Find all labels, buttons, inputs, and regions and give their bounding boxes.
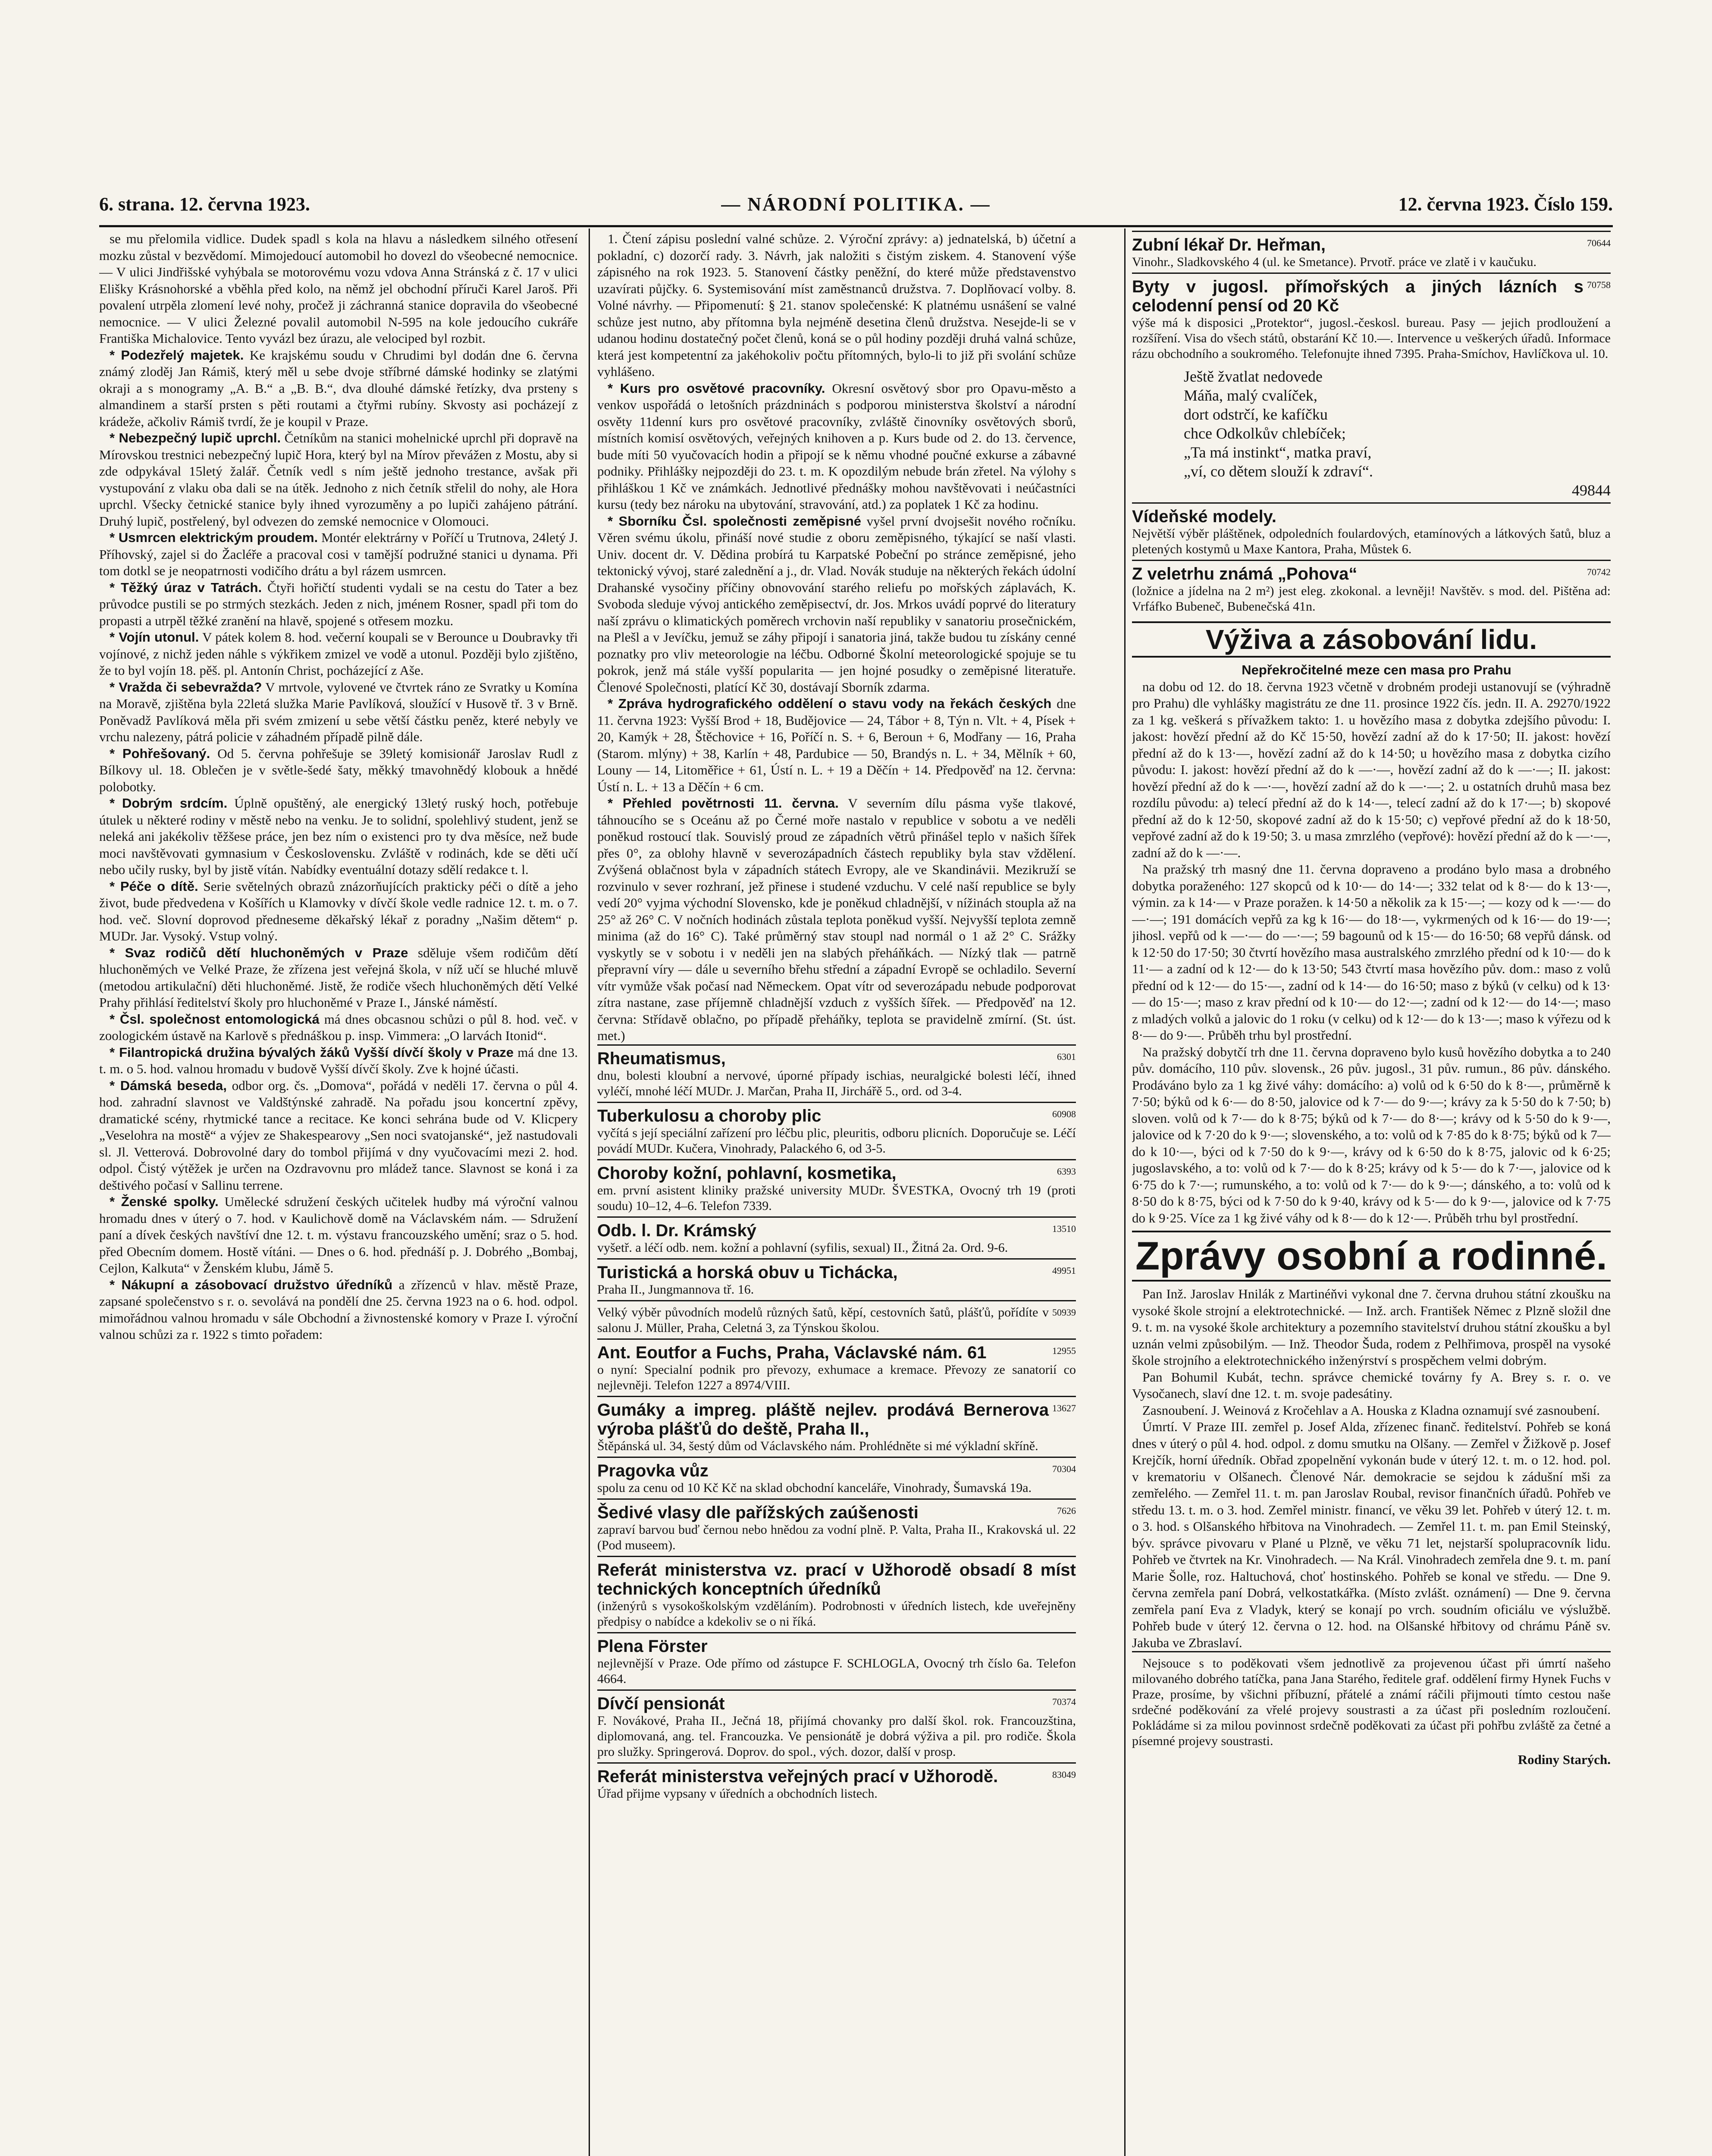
- advert-title: Choroby kožní, pohlavní, kosmetika,: [597, 1163, 897, 1183]
- advert-text: (ložnice a jídelna na 2 m²) jest eleg. zkokonal. a levněji! Navštěv. s mod. del. Pištěna ad: Vrfáfko Bubeneč, Bubenečská 41n.: [1132, 584, 1611, 614]
- col2-article: [597, 795, 1076, 1044]
- col2-article: [597, 696, 1076, 795]
- col1-article: [99, 679, 578, 746]
- masthead: — NÁRODNÍ POLITIKA. —: [721, 194, 991, 215]
- col3-advert: [1132, 231, 1611, 273]
- advert-text: spolu za cenu od 10 Kč Kč na sklad obchodní kanceláře, Vinohrady, Šumavská 19a.: [597, 1480, 1032, 1495]
- advert-text: em. první asistent kliniky pražské university MUDr. ŠVESTKA, Ovocný trh 19 (proti soudu) 10–12, 4–6. Telefon 7339.: [597, 1183, 1076, 1213]
- advert-text: dnu, bolesti kloubní a nervové, úporné případy ischias, neuralgické bolesti léčí, ihned vyléčí, mnohé léčí MUDr. J. Marčan, Praha II, Jirchářě 5., ord. od 3-4.: [597, 1068, 1076, 1098]
- col2-article: [597, 513, 1076, 696]
- advert-title: Zubní lékař Dr. Heřman,: [1132, 235, 1326, 254]
- advert-code: 70304: [1052, 1463, 1076, 1474]
- advert-title: Rheumatismus,: [597, 1049, 726, 1068]
- personal-news-paragraph: Úmrtí. V Praze III. zemřel p. Josef Alda, zřízenec finanč. ředitelství. Pohřeb se koná dnes v úterý o půl 4. hod. odpol. z domu smutku na Olšany. — Zemřel v Žižkově p. Josef Krejčík, horní úředník. Obřad zpopelnění vykonán bude v úterý 12. t. m. o 12. hod. pol. v krematoriu v Olšanech. Členové Nár. demokracie se sejdou k zádušní mši za zemřelého. — Zemřel 11. t. m. pan Jaroslav Roubal, revisor finančních úřadů. Pohřeb ve středu 13. t. m. o 3. hod. Zemřel ministr. financí, ve věku 39 let. Pohřeb v úterý 12. t. m. o 3. hod. s Olšanského hřbitova na Vinohradech. — Zemřel 11. t. m. pan Emil Steinský, býv. správce pivovaru v Plané u Plzně, ve věku 71 let, nejstarší spolupracovník lidu. Pohřeb ve čtvrtek na Kr. Vinohradech. — Na Král. Vinohradech zemřela dne 9. t. m. paní Marie Šolle, roz. Haltuchová, choť hostinského. Pohřeb se konal ve středu. — Dne 9. června zemřela paní Dobrá, velkostatkářka. (Místo zvlášt. oznámení) — Dne 9. června zemřela paní Eva z Vladyk, který se konají po vrch. soudním oficiálu ve výslužbě. Pohřeb bude v úterý 12. června o 12. hod. na Olšanské hřbitovy od chrámu Páně sv. Jakuba ve Zbraslaví.: [1132, 1419, 1611, 1650]
- col2-article-text: 1. Čtení zápisu poslední valné schůze. 2. Výroční zprávy: a) jednatelská, b) účetní a pokladní, c) dozorčí rady. 3. Návrh, jak naložiti s čistým ziskem. 4. Stanovení výše zápisného na rok 1923. 5. Stanovení částky peněžní, do které může představenstvo uzavírati půjčky. 6. Systemisování míst zaměstnanců družstva. 7. Doplňovací volby. 8. Volné návrhy. — Připomenutí: § 21. stanov společenské: K platnému usnášení se valné schůze jest nutno, aby přítomna byla nejméně desetina členů družstva. Nesejde-li se v udanou hodinu dostatečný počet členů, koná se o půl hodiny později druhá valná schůze, která jest kompetentní za jakéhokoliv počtu přítomných, bylo-li to již při svolání schůze vyhlášeno.: [597, 231, 1076, 379]
- column-rule-2: [1124, 229, 1126, 2156]
- col2-advert: [597, 1556, 1076, 1632]
- header-rule: [99, 225, 1613, 227]
- col3-mid-ads: [1132, 502, 1611, 617]
- column-rule-1: [589, 229, 590, 2156]
- advert-code: 70644: [1587, 238, 1611, 248]
- thanks-signature: Rodiny Starých.: [1518, 1752, 1611, 1767]
- advert-text: Vinohr., Sladkovského 4 (ul. ke Smetance). Prvotř. práce ve zlatě i v kaučuku.: [1132, 255, 1536, 269]
- col1-article: [99, 1044, 578, 1078]
- column-3: [1132, 231, 1611, 2156]
- thanks-notice: Nejsouce s to poděkovati všem jednotlivě za projevenou účast při úmrtí našeho milovaného dobrého tatíčka, pana Jana Starého, ředitele graf. oddělení firmy Hynek Fuchs v Praze, prosíme, by všichni příbuzní, přátelé a známí ráčili přijmouti tímto cestou naše srdečné poděkování za vřelé projevy soustrasti a za účast při posledním rozloučení. Pokládáme si za milou povinnost srdečně poděkovati za účast při pohřbu zvláště za četné a písemné projevy soustrasti.: [1132, 1651, 1611, 1752]
- col1-article-headline: * Těžký úraz v Tatrách.: [110, 580, 262, 595]
- col2-article-text: V severním dílu pásma vyše tlakové, táhnoucího se s Oceánu až po Černé moře nastalo v republice v sobotu a ve neděli poněkud rostoucí tlak. Souvislý proud ze západních větrů přinášel teplo v našich šířek přes 0°, za oblohy hlavně v severozápadních částech republiky byla stav vždělení. Zvýšená oblačnost byla v západních státech Evropy, ale ve Skandinávii. Mezikruží se rozvinulo v sever rozhraní, jež přinese i studené vzduchu. V celé naší republice se byly vedí 20° vyjma východní Slovensko, kde je poněkud chladnější, v nížinách stoupla až na 25° až 26° C. V nočních hodinách zůstala teplota poněkud vyšší. Nejvyšší teplota zemně minima (až do 16° C). Také průměrný stav stoupl nad normál o 1 až 2° C. Srážky vyskytly se v sobotu i v neděli jen na slabých přeháňkách. — Nízký tlak — patrně přepravní víry — dále u severního břehu střední a západní Evropě se ochladilo. Severní vítr vymůže však počasí nad Německem. Opat vítr od severozápadu nebude podporovat zítra nastane, zase příjemně chladnější vzduch z vyšších šířek. — Předpověď na 12. června: Střídavě oblačno, po případě přeháňky, teplota se pravidelně zmírní. (St. úst. met.): [597, 796, 1076, 1043]
- poem-line: „Ta má instinkt“, matka praví,: [1184, 444, 1372, 461]
- col1-article: [99, 945, 578, 1011]
- advert-text: (inženýrů s vysokoškolským vzděláním). Podrobnosti v úředních listech, kde uveřejněny předpisy o nabídce a kdekoliv se o ni říká.: [597, 1598, 1076, 1629]
- col2-article-text: vyšel první dvojsešit nového ročníku. Věren svému úkolu, přináší nové studie z oboru zeměpisného, týkající se naší vlasti. Univ. docent dr. V. Dědina probírá tu Karpatské Pobeční po stránce zeměpisné, jeho tektonický vývoj, staré zalednění a j., dr. Vlad. Novák studuje na některých řekách údolní Drahanské vysočiny příčiny obnovování starého reliefu po mořských záplavách, K. Svoboda sleduje vývoj antického zeměpisectví, dr. Jos. Mrkos uvádí poprvé do literatury naší zprávu o klimatických poměrech vrchovin naší republiky v sanatoriu prosečnickém, na Plešl a v Jevíčku, jemuž se záhy připojí i sanatoria jiná, takže budou tu získány cenné poznatky pro vliv meteorologie na léčbu. Odborné Školní meteorologické spojuje se tu pokrok, jenž má stále vyšší popularita — jen hojné posudky o zeměpisné literatuře. Členové Společnosti, platící Kč 30, dostávají Sborník zdarma.: [597, 513, 1076, 695]
- col1-article-text: Úplně opuštěný, ale energický 13letý ruský hoch, potřebuje útulek u některé rodiny v městě nebo na venku. Je to solidní, spolehlivý student, jenž se neleká ani jakékoliv těžšese práce, jen bez ním o existenci pro ty dva měsíce, než bude moci navštěvovati gymnasium v Československu. Zvláště v rodinách, kde se děti učí nebo učily rusky, byl by jistě vítán. Nabídky eventuální dotazy sdělí redakce t. l.: [99, 796, 578, 877]
- col1-article-headline: * Vojín utonul.: [110, 630, 199, 645]
- poem-line: Máňa, malý cvalíček,: [1184, 387, 1317, 404]
- col1-article-text: má dne 13. t. m. o 5. hod. valnou hromadu v budově Vyšší dívčí školy. Zve k hojné účasti.: [99, 1044, 578, 1076]
- col1-article-text: V mrtvole, vylovené ve čtvrtek ráno ze Svratky u Komína na Moravě, zjištěna byla 22letá služka Marie Pavlíková, sloužící v Husově tř. 3 v Brně. Poněvadž Pavlíková měla při svém zmizení u sebe větší částku peněz, které nebyly ve vrchu nalezeny, pátrá policie v záhadném případě pilně dále.: [99, 679, 578, 744]
- advert-text: Největší výběr pláštěnek, odpoledních foulardových, etamínových a látkových šatů, bluz a pletených kostymů u Maxe Kantora, Praha, Můstek 6.: [1132, 526, 1611, 556]
- col2-article: [597, 380, 1076, 513]
- advert-title: Turistická a horská obuv u Tichácka,: [597, 1263, 898, 1282]
- advert-title: Odb. l. Dr. Krámský: [597, 1221, 757, 1240]
- advert-title: Ant. Eoutfor a Fuchs, Praha, Václavské nám. 61: [597, 1343, 987, 1362]
- advert-text: o nyní: Specialní podnik pro převozy, exhumace a kremace. Převozy ze sanatorií co nejlevněji. Telefon 1227 a 8974/VIII.: [597, 1362, 1076, 1392]
- col1-article: [99, 795, 578, 878]
- col1-article: [99, 1194, 578, 1277]
- col1-article-headline: * Svaz rodičů dětí hluchoněmých v Praze: [110, 945, 408, 960]
- header-left: 6. strana. 12. června 1923.: [99, 194, 310, 215]
- col1-article-text: V pátek kolem 8. hod. večerní koupali se v Berounce u Doubravky tři vojínové, z nichž jeden náhle s výkřikem zmizel ve vodě a utonul. Později bylo zjištěno, že to byl vojín 18. pěš. pl. Antonín Christ, pocházející z Aše.: [99, 630, 578, 678]
- advert-text: nejlevnější v Praze. Ode přímo od zástupce F. SCHLOGLA, Ovocný trh číslo 6a. Telefon 4664.: [597, 1656, 1076, 1686]
- advert-title: Gumáky a impreg. pláště nejlev. prodává Bernerova výroba plášťů do deště, Praha II.,: [597, 1400, 1049, 1438]
- advert-code: 70758: [1587, 279, 1611, 290]
- personal-section-body: [1132, 1286, 1611, 1651]
- col1-article-text: Ke krajskému soudu v Chrudimi byl dodán dne 6. června známý zloděj Jan Rámiš, který měl u sebe dvoje stříbrné dámské hodinky se zlatými okraji a s monogramy „A. B.“ a „B. B.“, dva dlouhé dámské řetízky, dva prsteny s almandinem a starší prsten s pěti routami a čtyřmi rubíny. Skvosty asi pocházejí z krádeže, ačkoliv Rámiš tvrdí, že je koupil v Praze.: [99, 347, 578, 429]
- col2-advert: [597, 1216, 1076, 1258]
- col1-article-headline: * Vražda či sebevražda?: [110, 679, 262, 695]
- col1-article-headline: * Usmrcen elektrickým proudem.: [110, 530, 318, 545]
- food-section-body: [1132, 679, 1611, 1227]
- personal-news-paragraph: Pan Bohumil Kubát, techn. správce chemické továrny fy A. Brey s. r. o. ve Vysočanech, slaví dne 12. t. m. svoje padesátiny.: [1132, 1369, 1611, 1401]
- col3-advert: [1132, 502, 1611, 560]
- advert-code: 49844: [1572, 482, 1611, 499]
- col2-advert: [597, 1498, 1076, 1556]
- section-subtitle-meat-prices: Nepřekročitelné meze cen masa pro Prahu: [1242, 662, 1511, 677]
- col1-article: [99, 231, 578, 347]
- advert-text: Úřad přijme vypsany v úředních a obchodních listech.: [597, 1786, 878, 1801]
- col3-advert: [1132, 560, 1611, 617]
- col1-article: [99, 347, 578, 430]
- poem-line: chce Odkolkův chlebíček;: [1184, 425, 1346, 442]
- col1-article-headline: * Podezřelý majetek.: [110, 347, 244, 363]
- col1-article: [99, 430, 578, 530]
- col1-article-headline: * Dámská beseda,: [110, 1078, 227, 1093]
- col1-article: [99, 878, 578, 945]
- col2-article-text: Okresní osvětový sbor pro Opavu-město a venkov uspořádá o letošních prázdninách s podporou ministerstva školství a národní osvěty 11denní kurs pro osvětové pracovníky, zvláště činovníky osvětových sborů, místních komisí osvětových, veřejných knihoven a p. Kurs bude od 2. do 13. července, bude míti 50 vyučovacích hodin a připojí se k němu vhodné poučné exkurse a zábavné podniky. Přihlášky nejpozději do 23. t. m. K opozdilým nebude brán zřetel. Na výlohy s přihláškou 1 Kč ve známkách. Jednotlivé přednášky mohou navštěvovati i neúčastníci kursu (tedy bez nároku na ubytování, stravování, atd.) za poplatek 1 Kč za hodinu.: [597, 380, 1076, 512]
- section-title-food: Výživa a zásobování lidu.: [1132, 621, 1611, 658]
- food-report-paragraph: Na pražský dobytčí trh dne 11. června dopraveno bylo kusů hovězího dobytka a to 240 pův. domácího, 110 pův. slovensk., 26 pův. jugosl., 31 pův. rumun., 86 pův. dánského. Prodáváno bylo za 1 kg živé váhy: domácího: a) volů od k 6·50 do k 8·—, průměrně k 7·50; býků od k 6·— do 8·50, jalovice od k 7·— do 9·—; krávy za k 5·50 do k 7·50; b) sloven. volů od k 7·— do k 8·75; býků od k 7·— do 8·—; krávy od k 5·50 do k 9·—, jalovice od k 7·20 do k 9·—; slovenského, a to: volů od k 7·85 do k 8·75; býků od k 7— do k 10·—, býci od k 7·50 do k 9·—, krávy od k 6·50 do k 8·75, jalovic od k 6·25; jugoslavského, a to: volů od k 7·— do k 8·25; krávy od k 5·— do k 7·—, jalovice od k 6·75 do k 7·—; rumunského, a to: volů od k 7·— do k 9·—; dánského, a to: volů od k 8·50 do k 8·75, býci od k 7·50 do k 9·40, krávy od k 5·— do k 9·—, jalovice od k 7·75 do k 9·25. Více za 1 kg živé váhy od k 8·— do k 12·—. Průběh trhu byl prostřední.: [1132, 1044, 1611, 1225]
- col2-article-headline: * Kurs pro osvětové pracovníky.: [608, 380, 825, 396]
- advert-code: 49951: [1052, 1265, 1076, 1276]
- page-header: [99, 193, 1613, 223]
- col2-advert: [597, 1338, 1076, 1396]
- col2-advert: [597, 1300, 1076, 1338]
- advert-text: vyšetř. a léčí odb. nem. kožní a pohlavní (syfilis, sexual) II., Žitná 2a. Ord. 9-6.: [597, 1240, 1008, 1255]
- advert-title: Plena Förster: [597, 1636, 708, 1656]
- col1-article-text: sděluje všem rodičům dětí hluchoněmých ve Velké Praze, že zřízena jest veřejná škola, v níž učí se hluché mluvě (metodou artikulační) děti hluchoněmé. Jistě, že rodiče všech hluchoněmých dětí Velké Prahy přihlásí ředitelství školy pro hluchoněmé v Praze I., Jánské náměstí.: [99, 945, 578, 1010]
- col2-advert: [597, 1762, 1076, 1804]
- advert-code: 6393: [1057, 1166, 1076, 1177]
- advert-title: Pragovka vůz: [597, 1461, 709, 1480]
- col2-article-headline: * Přehled povětrnosti 11. června.: [608, 796, 839, 811]
- col1-article-text: Umělecké sdružení českých učitelek hudby má výroční valnou hromadu dnes v úterý o 7. hod. v Kaulichově domě na Václavském nám. — Sdružení paní a dívek českých navštíví dne 12. t. m. výstavu francouzského umění; sraz o 5. hod. před Obecním domem. Hostě vítáni. — Dnes o 6. hod. přednáší p. J. Dobrého „Bombaj, Cejlon, Kalkuta“ v Ženském klubu, Jámě 5.: [99, 1194, 578, 1275]
- advert-code: 70742: [1587, 567, 1611, 577]
- col2-advert: [597, 1102, 1076, 1159]
- col2-advert: [597, 1396, 1076, 1457]
- advert-code: 50939: [1052, 1307, 1076, 1318]
- col1-article-headline: * Čsl. společnost entomologická: [110, 1011, 320, 1027]
- col1-article-headline: * Pohřešovaný.: [110, 746, 210, 761]
- advert-title: Z veletrhu známá „Pohova“: [1132, 564, 1358, 583]
- col3-advert: [1132, 273, 1611, 364]
- column-1: [99, 231, 578, 2156]
- col2-advert: [597, 1159, 1076, 1216]
- advert-title: Referát ministerstva vz. prací v Užhorodě obsadí 8 míst technických konceptních úředníků: [597, 1560, 1076, 1598]
- col2-advert: [597, 1689, 1076, 1762]
- advert-title: Tuberkulosu a choroby plic: [597, 1106, 822, 1125]
- col1-article-text: má dnes obcasnou schůzi o půl 8. hod. več. v zoologickém ústavě na Karlově s přednáškou p. insp. Vimmera: „O larvách Itonid“.: [99, 1011, 578, 1043]
- advert-text: výše má k disposici „Protektor“, jugosl.-českosl. bureau. Pasy — jejich prodloužení a rozšíření. Visa do všech států, obstarání Kč 10.—. Intervence u veškerých úřadů. Informace rázu obchodního a soukromého. Telefonujte ihned 7395. Praha-Smíchov, Havlíčkova ul. 10.: [1132, 316, 1611, 361]
- advert-code: 70374: [1052, 1696, 1076, 1707]
- col1-article-text: Četníkům na stanici mohelnické uprchl při dopravě na Mírovskou trestnici nebezpečný lupič Hora, který byl na Mírov převážen z Mostu, aby si zde odpykával 15letý žalář. Četník vedl s ním ještě jednoho trestance, avšak při vystupování z vlaku oba dali se na útěk. Jednoho z nich četník střelil do nohy, ale Hora uprchl. Všecky četnické stanice byly ihned vyrozuměny a po lupiči zahájeno pátrání. Druhý lupič, postřelený, byl odvezen do zemské nemocnice v Olomouci.: [99, 430, 578, 529]
- advert-text: Štěpánská ul. 34, šestý dům od Václavského nám. Prohlédněte si mé výkladní skříně.: [597, 1438, 1038, 1453]
- col1-article-text: odbor org. čs. „Domova“, pořádá v neděli 17. června o půl 4. hod. zahradní slavnost ve Valdštýnské zahradě. Na pořadu jsou koncertní zpěvy, dramatické scény, rhytmické tance a recitace. Ke konci sehrána bude od V. Klicpery „Veselohra na mostě“ a výjev ze Shakespearovy „Sen noci svatojanské“, jež nastudovali sl. Jl. Vetterová. Dobrovolné dary do tombol přijímá v dny vyučovacími mezi 2. hod. odpol. Čistý výtěžek je určen na Ozdravovnu pro mládež tance. Slavnost se koná i za deštivého počasí v Sallinu terrene.: [99, 1078, 578, 1193]
- col1-article: [99, 1277, 578, 1343]
- advert-title: Byty v jugosl. přímořských a jiných lázních s celodenní pensí od 20 Kč: [1132, 277, 1583, 315]
- advert-title: Vídeňské modely.: [1132, 507, 1276, 526]
- col2-advert: [597, 1457, 1076, 1498]
- col2-advert: [597, 1632, 1076, 1689]
- advert-title: Šedivé vlasy dle pařížských zaúšenosti: [597, 1503, 919, 1522]
- food-report-paragraph: Na pražský trh masný dne 11. června dopraveno a prodáno bylo masa a drobného dobytka poraženého: 127 skopců od k 10·— do 14·—; 332 telat od k 8·— do k 13·—, výmin. za k 14·— v Praze poražen. k 14·50 a několik za k 15·—; — kozy od k —·— do —·—; 191 domácích vepřů za kg k 16·— do 18·—, vykrmených od k 16·— do 19·—; jihosl. vepřů od k —·— do —·—; 59 bagounů od k 15·— do 16·50; 68 vepřů dánsk. od k 12·50 do 17·50; 30 čtvrtí hovězího masa australského zmrzlého přední od k 10·— do k 11·— a zadní od k 12·— do k 13·50; 543 čtvrtí masa hovězího pův. dom.: maso z volů přední od k 12·— do 15·—, zadní od k 14·— do 16·50; maso z býků (v celku) od k 13·— do 15·—; maso z krav přední od k 10·— do 12·—; zadní od k 12·— do 14·—; maso z mladých volků a jalovic do 1 roku (v celku) od k 12·— do k 13·—; maso k výřezu od k 8·— do 9·—. Průběh trhu byl prostřední.: [1132, 862, 1611, 1043]
- advert-title: Referát ministerstva veřejných prací v Užhorodě.: [597, 1767, 998, 1786]
- column-2: [597, 231, 1076, 2156]
- poem-line: Ještě žvatlat nedovede: [1184, 368, 1323, 385]
- col1-article-text: a zřízenců v hlav. městě Praze, zapsané společenstvo s r. o. sevolává na pondělí dne 25. června 1923 na o 6. hod. odpol. mimořádnou valnou hromadu v sále Obchodní a živnostenské komory v Praze I. výroční valnou schůzi za r. 1922 s timto pořadem:: [99, 1277, 578, 1342]
- advert-code: 83049: [1052, 1769, 1076, 1780]
- col2-advert: [597, 1044, 1076, 1102]
- col2-article-text: dne 11. června 1923: Vyšší Brod + 18, Budějovice — 24, Tábor + 8, Týn n. Vlt. + 4, Písek + 20, Kamýk + 28, Štěchovice + 16, Poříčí n. S. + 6, Beroun + 6, Modřany — 16, Praha (Starom. mlýny) + 38, Karlín + 48, Pardubice — 50, Brandýs n. L. + 34, Mělník + 60, Louny — 14, Litoměřice + 61, Ústí n. L. + 19 a Děčín + 14. Předpověď na 12. června: Ústí n. L. + 13 a Děčín + 6 cm.: [597, 696, 1076, 794]
- food-report-paragraph: na dobu od 12. do 18. června 1923 včetně v drobném prodeji ustanovují se (výhradně pro Prahu) dle vyhlášky magistrátu ze dne 11. prosince 1922 čís. jedn. II. A. 29270/1922 za 1 kg. veškerá s přívažkem takto: 1. u hovězího masa z dobytka zdejšího původu: I. jakost: hovězí přední až do Kč 15·50, hovězí zadní až do k 17·50; II. jakost: hovězí přední až do k 13·—, hovězí zadní až do k 14·50; u hovězího masa z dobytka cizího původu: I. jakost: hovězí přední až do k —·—, hovězí zadní až do k —·—; II. jakost: hovězí přední až do k —·—, hovězí zadní až do k —·—; 2. u ostatních druhů masa bez rozdílu původu: a) telecí přední až do k 14·—, telecí zadní až do k 17·—; b) skopové přední až do k 12·50, skopové zadní až do k 15·50; c) vepřové přední až do k 18·50, vepřové zadní až do k 19·50; 3. u masa zmrzlého (vepřové): hovězí přední až do k —·—, zadní až do k —·—.: [1132, 679, 1611, 860]
- personal-news-paragraph: Zasnoubení. J. Weinová z Kročehlav a A. Houska z Kladna oznamují své zasnoubení.: [1142, 1402, 1600, 1418]
- odkolek-poem: [1184, 367, 1611, 500]
- col2-article: [597, 231, 1076, 380]
- col1-article-headline: * Ženské spolky.: [110, 1194, 219, 1209]
- col1-article: [99, 530, 578, 580]
- col1-article-headline: * Filantropická družina bývalých žáků Vyšší dívčí školy v Praze: [110, 1044, 514, 1060]
- col2-advert: [597, 1258, 1076, 1300]
- col1-article-text: Montér elektrárny v Poříčí u Trutnova, 24letý J. Příhovský, zajel si do Žacléře a pracoval cosi v tamější podružné stanici u dynama. Při tom dotkl se je neopatrnosti vodičího drátu a byl rázem usmrcen.: [99, 530, 578, 578]
- col1-article: [99, 629, 578, 679]
- col2-article-headline: * Zpráva hydrografického oddělení o stavu vody na řekách českých: [608, 696, 1052, 711]
- col3-top-ads: [1132, 231, 1611, 364]
- advert-code: 60908: [1052, 1108, 1076, 1119]
- col1-article: [99, 1011, 578, 1044]
- col1-article-text: se mu přelomila vidlice. Dudek spadl s kola na hlavu a následkem silného otřesení mozku zůstal v bezvědomí. Mimojedoucí automobil ho dovezl do všeobecné nemocnice. — V ulici Jindřišské vyhýbala se motorovému vozu vdova Anna Stránská z č. 17 v ulici Elišky Krásnohorské a vběhla před kolo, na němž jel obchodní příruči Karel Jaroš. Při povalení utrpěla zlomení levé nohy, pročež ji záchranná stanice dopravila do všeobecné nemocnice. — V ulici Železné povalil automobil N-595 na kole jedoucího cukráře Františka Michalovice. Tento vyvázl bez úrazu, ale velociped byl rozbit.: [99, 231, 578, 346]
- poem-line: dort odstrčí, ke kafíčku: [1184, 406, 1328, 423]
- advert-text: vyčítá s její speciální zařízení pro léčbu plic, pleuritis, odboru plicních. Doporučuje se. Léčí povádí MUDr. Kučera, Vinohrady, Palackého 6, od 3-5.: [597, 1125, 1076, 1156]
- col1-article-headline: * Péče o dítě.: [110, 878, 198, 894]
- advert-code: 6301: [1057, 1051, 1076, 1062]
- col1-article: [99, 746, 578, 796]
- col1-article-headline: * Dobrým srdcím.: [110, 796, 228, 811]
- header-right: 12. června 1923. Číslo 159.: [1398, 194, 1613, 215]
- advert-text: zapraví barvou buď černou nebo hnědou za vodní plně. P. Valta, Praha II., Krakovská ul. 22 (Pod museem).: [597, 1522, 1076, 1552]
- col1-article-text: Od 5. června pohřešuje se 39letý komisionář Jaroslav Rudl z Bílkovy ul. 18. Oblečen je v světle-šedé šaty, měkký tmavohnědý klobouk a hnědé polobotky.: [99, 746, 578, 794]
- advert-code: 7626: [1057, 1505, 1076, 1516]
- advert-text: Praha II., Jungmannova tř. 16.: [597, 1282, 754, 1297]
- advert-code: 13627: [1052, 1402, 1076, 1413]
- advert-text: F. Novákové, Praha II., Ječná 18, přijímá chovanky pro další škol. rok. Francouzština, diplomovaná, ang. tel. Francouzka. Ve pensionátě je dobrá výživa a pil. pro rodiče. Škola pro služky. Springerová. Doprov. do spol., vých. dozor, další v prosp.: [597, 1713, 1076, 1759]
- col1-article: [99, 1078, 578, 1194]
- col1-article-text: Serie světelných obrazů znázorňujících prakticky péči o dítě a jeho život, bude předvedena v Košířích u Klamovky v dívčí škole vedle radnice 12. t. m. o 7. hod. več. Slovní doprovod předneseme děkařský lékař z poradny „Našim dětem“ p. MUDr. Jar. Vysoký. Vstup volný.: [99, 878, 578, 943]
- col1-article-headline: * Nebezpečný lupič uprchl.: [110, 430, 281, 445]
- personal-news-paragraph: Pan Inž. Jaroslav Hnilák z Martinéňvi vykonal dne 7. června druhou státní zkoušku na vysoké škole strojní a elektrotechnické. — Inž. arch. František Němec z Plzně složil dne 9. t. m. na vysoké škole architektury a pozemního stavitelství druhou státní zkoušku a byl uznán velmi způsobilým. — Inž. Theodor Šuda, rodem z Pelhřimova, prospěl na vysoké škole strojního a elektrotechnického inženýrství s prospěchem velmi dobrým.: [1132, 1286, 1611, 1368]
- advert-text: Velký výběr původních modelů různých šatů, kěpí, cestovních šatů, plášťů, pořídíte v salonu J. Müller, Praha, Celetná 3, za Týnskou školou.: [597, 1305, 1049, 1335]
- section-title-personal: Zprávy osobní a rodinné.: [1132, 1231, 1611, 1282]
- col1-article-headline: * Nákupní a zásobovací družstvo úředníků: [110, 1277, 393, 1292]
- advert-code: 13510: [1052, 1223, 1076, 1234]
- col1-article: [99, 580, 578, 630]
- advert-code: 12955: [1052, 1345, 1076, 1356]
- col2-article-headline: * Sborníku Čsl. společnosti zeměpisné: [608, 513, 862, 529]
- advert-title: Dívčí pensionát: [597, 1694, 725, 1713]
- col1-article-text: Čtyři hořičtí studenti vydali se na cestu do Tater a bez průvodce pustili se po strmých stezkách. Jeden z nich, jménem Rosner, spadl při tom do propasti a utrpěl těžké zranění na hlavě, spojené s otřesem mozku.: [99, 580, 578, 628]
- poem-line: „ví, co dětem slouží k zdraví“.: [1184, 463, 1373, 480]
